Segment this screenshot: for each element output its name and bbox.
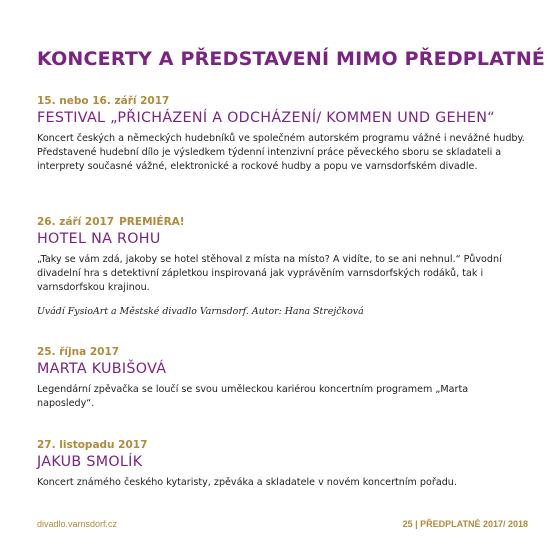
event-title: FESTIVAL „PŘICHÁZENÍ A ODCHÁZENÍ/ KOMMEN UND GEHEN“ [37,110,495,126]
event-marta-kubisova [37,346,526,411]
premiere-badge: PREMIÉRA! [119,216,185,228]
footer-website[interactable]: divadlo.varnsdorf.cz [37,519,118,529]
event-description: Legendární zpěvačka se loučí se svou uměleckou kariérou koncertním programem „Marta naposledy“. [37,384,469,410]
event-title: JAKUB SMOLÍK [37,454,143,470]
event-title: MARTA KUBIŠOVÁ [37,361,167,377]
event-date: 27. listopadu 2017 [37,439,148,451]
event-description: Koncert známého českého kytaristy, zpěváka a skladatele v novém koncertním pořadu. [37,477,457,488]
event-title: HOTEL NA ROHU [37,231,161,247]
page-title: KONCERTY A PŘEDSTAVENÍ MIMO PŘEDPLATNÉ [37,48,546,70]
event-date: 15. nebo 16. září 2017 [37,95,170,107]
event-description: „Taky se vám zdá, jakoby se hotel stěhoval z místa na místo? A vidíte, to se ani nehnul.“ Původní divadelní hra s detektivní zápletkou inspirovaná jak vyprávěním varnsdorfských rodáků, tak i varnsdorfskou krajinou. [37,254,502,294]
event-festival [37,95,526,175]
event-description: Koncert českých a německých hudebníků ve společném autorském programu vážné i nevážné hudby. Představené hudební dílo je výsledkem týdenní intenzivní práce pěveckého sboru se skladateli a interprety současné vážné, elektronické a rockové hudby a popu ve varnsdorfském divadle. [37,133,525,173]
event-jakub-smolik [37,439,526,490]
event-date: 26. září 2017 [37,216,115,228]
event-date: 25. října 2017 [37,346,120,358]
event-hotel-na-rohu [37,216,526,317]
event-date-line [37,216,526,228]
event-credit: Uvádí FysioArt a Městské divadlo Varnsdorf. Autor: Hana Strejčková [37,305,364,317]
footer-page-info: 25 | PŘEDPLATNÉ 2017/ 2018 [402,519,528,529]
